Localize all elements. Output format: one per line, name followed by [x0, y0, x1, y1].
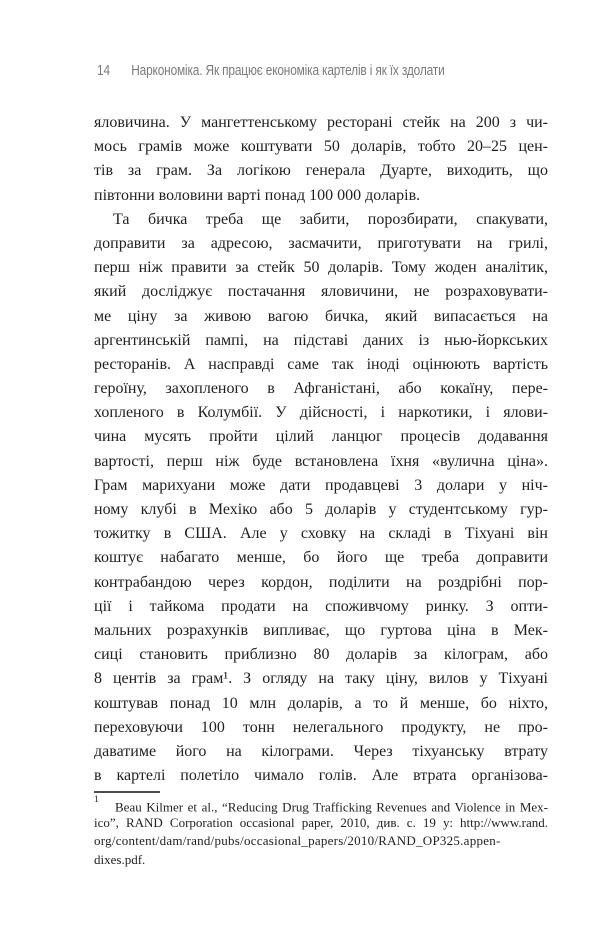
body-line: коштував понад 10 млн доларів, а то й менше, бо ніхто, — [94, 694, 548, 712]
body-line: ному клубі в Мехіко або 5 доларів у студентському гур- — [94, 501, 548, 518]
body-line: даватиме його на кілограми. Через тіхуанську втрату — [94, 742, 548, 760]
footnote-line: dixes.pdf. — [94, 851, 146, 867]
body-line: контрабандою через кордон, поділити на роздрібні пор- — [94, 573, 548, 591]
body-line: півтонни воловини варті понад 100 000 доларів. — [94, 186, 421, 204]
body-line: доправити за адресою, засмачити, приготувати на грилі, — [94, 234, 548, 252]
body-line: ресторанів. А насправді саме так іноді оцінюють вартість — [94, 355, 548, 373]
running-header — [97, 63, 521, 79]
body-line: який досліджує постачання яловичини, не розраховувати- — [94, 283, 548, 301]
body-text-block — [94, 111, 548, 788]
body-line: в картелі полетіло чимало голів. Але втрата організова- — [94, 767, 548, 785]
body-line: переховуючи 100 тонн нелегального продукту, не про- — [94, 718, 548, 736]
body-line: коштує набагато менше, бо його ще треба доправити — [94, 549, 548, 567]
body-line: чина мусять пройти цілий ланцюг процесів додавання — [94, 428, 548, 446]
page-number: 14 — [97, 63, 110, 79]
body-line: Грам марихуани може дати продавцеві 3 долари у ніч- — [94, 476, 548, 494]
body-line: сиці становить приблизно 80 доларів за кілограм, або — [94, 646, 548, 664]
footnote-line: org/content/dam/rand/pubs/occasional_papers/2010/RAND_OP325.appen- — [94, 833, 501, 849]
body-line: перш ніж правити за стейк 50 доларів. Тому жоден аналітик, — [94, 259, 548, 277]
body-line: героїну, захопленого в Афганістані, або кокаїну, пере- — [94, 380, 548, 398]
body-line: вартості, перш ніж буде встановлена їхня «вулична ціна». — [94, 452, 548, 470]
body-line: ме ціну за живою вагою бичка, який випасається на — [94, 307, 548, 325]
body-line: хопленого в Колумбії. У дійсності, і наркотики, і ялови- — [94, 404, 548, 422]
footnote-line: ico”, RAND Corporation occasional paper, 2010, див. с. 19 у: http://www.rand. — [94, 814, 548, 830]
body-line: тожитку в США. Але у сховку на складі в Тіхуані він — [94, 525, 548, 543]
body-line: Та бичка треба ще забити, порозбирати, спакувати, — [113, 210, 548, 228]
footnote-marker: 1 — [94, 795, 99, 805]
footnote-line — [94, 795, 548, 814]
footnote-text: Beau Kilmer et al., “Reducing Drug Trafficking Revenues and Violence in Mex- — [115, 799, 548, 815]
footnote — [94, 795, 548, 869]
running-title: Наркономіка. Як працює економіка картелів і як їх здолати — [131, 63, 445, 79]
body-line: ції і тайкома продати на споживчому ринку. З опти- — [94, 597, 548, 615]
body-line: 8 центів за грам¹. З огляду на таку ціну, вилов у Тіхуані — [94, 670, 548, 688]
body-line: мальних розрахунків випливає, що гуртова ціна в Мек- — [94, 621, 548, 639]
body-line: тів за грам. За логікою генерала Дуарте, виходить, що — [94, 162, 548, 180]
body-line: аргентинській пампі, на підставі даних із нью-йоркських — [94, 331, 548, 349]
body-line: яловичина. У мангеттенському ресторані стейк на 200 з чи- — [94, 114, 548, 131]
running-header-inner — [97, 63, 445, 79]
body-line: мось грамів може коштувати 50 доларів, тобто 20–25 цен- — [94, 138, 548, 156]
